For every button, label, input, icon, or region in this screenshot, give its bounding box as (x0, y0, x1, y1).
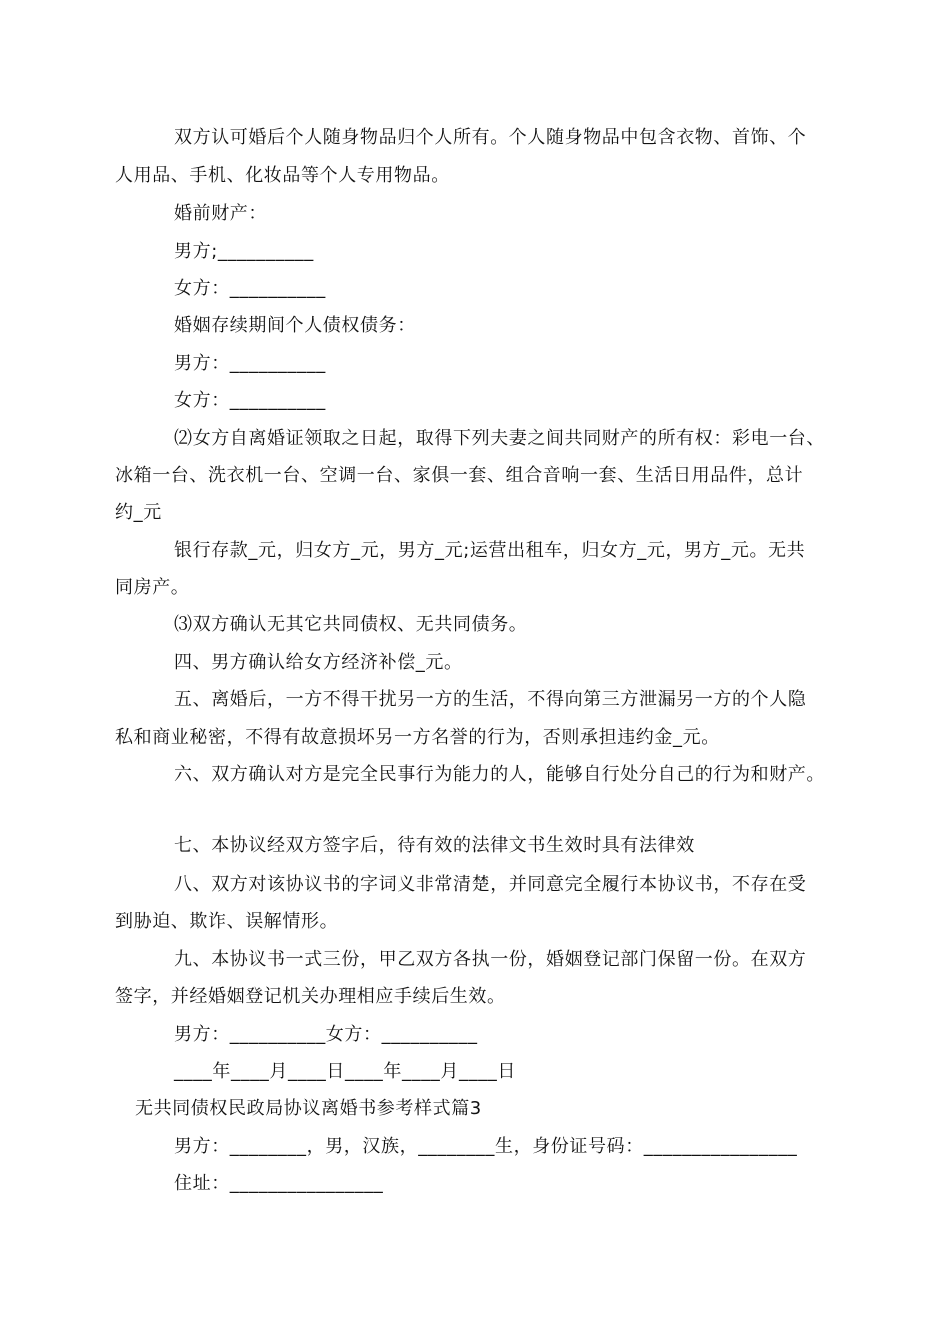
clause-8: 八、双方对该协议书的字词义非常清楚，并同意完全履行本协议书，不存在受 (174, 874, 807, 895)
paragraph-line: 签字，并经婚姻登记机关办理相应手续后生效。 (115, 986, 506, 1007)
paragraph-line: 私和商业秘密，不得有故意损坏另一方名誉的行为，否则承担违约金_元。 (115, 727, 720, 748)
signature-line: 男方：__________女方：__________ (174, 1024, 478, 1045)
paragraph-line: 双方认可婚后个人随身物品归个人所有。个人随身物品中包含衣物、首饰、个 (174, 127, 807, 148)
field-male-debts: 男方：__________ (174, 353, 326, 374)
field-female-premarital: 女方：__________ (174, 278, 326, 299)
clause-5: 五、离婚后，一方不得干扰另一方的生活，不得向第三方泄漏另一方的个人隐 (174, 689, 807, 710)
clause-7: 七、本协议经双方签字后，待有效的法律文书生效时具有法律效 (174, 835, 695, 856)
date-line: ____年____月____日____年____月____日 (174, 1061, 516, 1082)
paragraph-line: 冰箱一台、洗衣机一台、空调一台、家俱一套、组合音响一套、生活日用品件，总计 (115, 465, 804, 486)
field-address: 住址：________________ (174, 1173, 384, 1194)
section-label-debts: 婚姻存续期间个人债权债务： (174, 315, 416, 336)
section-label-premarital-property: 婚前财产： (174, 203, 267, 224)
field-male-premarital: 男方;__________ (174, 241, 314, 262)
clause-9: 九、本协议书一式三份，甲乙双方各执一份，婚姻登记部门保留一份。在双方 (174, 949, 807, 970)
paragraph-line: ⑶双方确认无其它共同债权、无共同债务。 (174, 614, 528, 635)
paragraph-line: 同房产。 (115, 577, 190, 598)
paragraph-line: 到胁迫、欺诈、误解情形。 (115, 911, 339, 932)
paragraph-line: 约_元 (115, 502, 162, 523)
clause-6: 六、双方确认对方是完全民事行为能力的人，能够自行处分自己的行为和财产。 (174, 764, 825, 785)
field-male-info: 男方：________，男，汉族，________生，身份证号码：________________ (174, 1136, 798, 1157)
clause-4: 四、男方确认给女方经济补偿_元。 (174, 652, 463, 673)
section-heading: 无共同债权民政局协议离婚书参考样式篇3 (135, 1098, 482, 1119)
paragraph-line: 人用品、手机、化妆品等个人专用物品。 (115, 165, 450, 186)
field-female-debts: 女方：__________ (174, 390, 326, 411)
paragraph-line: ⑵女方自离婚证领取之日起，取得下列夫妻之间共同财产的所有权：彩电一台、 (174, 428, 825, 449)
paragraph-line: 银行存款_元，归女方_元，男方_元;运营出租车，归女方_元，男方_元。无共 (174, 540, 806, 561)
